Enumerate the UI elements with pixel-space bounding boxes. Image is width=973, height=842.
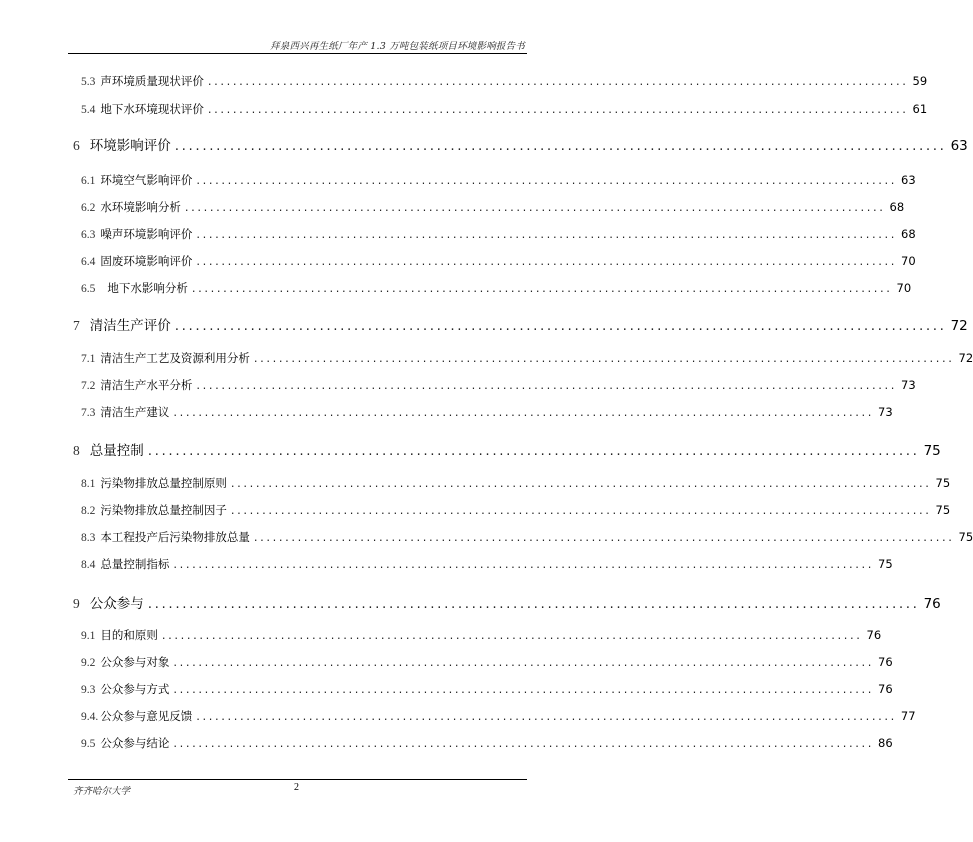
toc-entry-page: 63 bbox=[901, 173, 916, 187]
toc-entry-7-1[interactable] bbox=[81, 350, 973, 366]
toc-entry-page: 75 bbox=[923, 443, 941, 459]
toc-entry-title: 公众参与对象 bbox=[100, 655, 170, 669]
toc-entry-number: 7.2 bbox=[81, 380, 96, 392]
toc-entry-6-4[interactable] bbox=[81, 253, 916, 269]
page-number: 2 bbox=[294, 782, 299, 793]
toc-entry-title: 固废环境影响评价 bbox=[100, 254, 193, 268]
toc-entry-number: 8.3 bbox=[81, 532, 96, 544]
toc-entry-page: 77 bbox=[900, 709, 916, 723]
toc-entry-number: 8.2 bbox=[81, 505, 96, 517]
toc-entry-page: 68 bbox=[889, 200, 905, 214]
dot-leader: ................................................................................................................ bbox=[184, 200, 886, 214]
toc-entry-9[interactable] bbox=[73, 592, 941, 612]
dot-leader: ................................................................................................................ bbox=[147, 596, 920, 612]
toc-entry-page: 61 bbox=[912, 102, 928, 116]
toc-entry-number: 8.1 bbox=[81, 478, 96, 490]
toc-entry-page: 76 bbox=[923, 596, 941, 612]
toc-entry-number: 7.3 bbox=[81, 407, 96, 419]
dot-leader: ................................................................................................................ bbox=[196, 254, 897, 268]
toc-entry-number: 9.3 bbox=[81, 684, 96, 696]
toc-entry-title: 目的和原则 bbox=[100, 628, 158, 642]
toc-entry-title: 水环境影响分析 bbox=[100, 200, 181, 214]
dot-leader: ................................................................................................................ bbox=[230, 503, 932, 517]
dot-leader: ................................................................................................................ bbox=[173, 405, 874, 419]
toc-entry-page: 76 bbox=[866, 628, 882, 642]
toc-entry-title: 公众参与意见反馈 bbox=[100, 709, 193, 723]
dot-leader: ................................................................................................................ bbox=[173, 682, 874, 696]
toc-entry-number: 8 bbox=[73, 443, 80, 458]
dot-leader: ................................................................................................................ bbox=[253, 530, 955, 544]
toc-entry-number: 5.3 bbox=[81, 76, 96, 88]
dot-leader: ................................................................................................................ bbox=[196, 227, 897, 241]
dot-leader: ................................................................................................................ bbox=[230, 476, 932, 490]
dot-leader: ................................................................................................................ bbox=[196, 378, 897, 392]
toc-entry-page: 73 bbox=[901, 378, 916, 392]
toc-entry-number: 6.1 bbox=[81, 175, 96, 187]
toc-entry-title: 清洁生产水平分析 bbox=[100, 378, 193, 392]
toc-entry-8-1[interactable] bbox=[81, 475, 951, 491]
toc-entry-title: 环境空气影响评价 bbox=[100, 173, 193, 187]
dot-leader: ................................................................................................................ bbox=[173, 736, 874, 750]
toc-entry-page: 76 bbox=[878, 655, 893, 669]
toc-entry-title: 污染物排放总量控制原则 bbox=[100, 476, 227, 490]
toc-entry-page: 75 bbox=[935, 503, 951, 517]
toc-entry-title: 公众参与 bbox=[89, 596, 144, 612]
toc-entry-number: 9.4. bbox=[81, 711, 99, 723]
toc-entry-number: 9.1 bbox=[81, 630, 96, 642]
toc-entry-number: 6 bbox=[73, 138, 80, 153]
toc-entry-number: 8.4 bbox=[81, 559, 96, 571]
toc-entry-8-4[interactable] bbox=[81, 556, 893, 572]
toc-entry-page: 72 bbox=[958, 351, 973, 365]
toc-entry-title: 公众参与方式 bbox=[100, 682, 170, 696]
dot-leader: ................................................................................................................ bbox=[196, 173, 897, 187]
toc-entry-page: 75 bbox=[935, 476, 951, 490]
toc-entry-title: 环境影响评价 bbox=[89, 138, 171, 154]
toc-entry-7[interactable] bbox=[73, 314, 968, 334]
toc-entry-6-3[interactable] bbox=[81, 226, 916, 242]
toc-entry-page: 63 bbox=[950, 138, 968, 154]
toc-entry-title: 清洁生产工艺及资源利用分析 bbox=[100, 351, 250, 365]
toc-entry-5-4[interactable] bbox=[81, 101, 928, 117]
toc-entry-8[interactable] bbox=[73, 439, 941, 459]
dot-leader: ................................................................................................................ bbox=[174, 138, 947, 154]
running-header: 拜泉西兴再生纸厂年产 1.3 万吨包装纸项目环境影响报告书 bbox=[270, 41, 525, 52]
toc-entry-page: 70 bbox=[901, 254, 916, 268]
toc-entry-number: 9 bbox=[73, 596, 80, 611]
toc-entry-title: 公众参与结论 bbox=[100, 736, 170, 750]
toc-entry-8-3[interactable] bbox=[81, 529, 973, 545]
toc-entry-number: 7.1 bbox=[81, 353, 96, 365]
toc-entry-number: 6.4 bbox=[81, 256, 96, 268]
toc-entry-5-3[interactable] bbox=[81, 73, 928, 89]
dot-leader: ................................................................................................................ bbox=[147, 443, 920, 459]
dot-leader: ................................................................................................................ bbox=[174, 318, 947, 334]
toc-entry-title: 声环境质量现状评价 bbox=[100, 74, 204, 88]
toc-entry-page: 86 bbox=[878, 736, 893, 750]
toc-entry-title: 总量控制 bbox=[89, 443, 144, 459]
toc-entry-6-5[interactable] bbox=[81, 280, 912, 296]
toc-entry-page: 72 bbox=[950, 318, 968, 334]
toc-entry-title: 清洁生产评价 bbox=[89, 318, 171, 334]
toc-entry-number: 5.4 bbox=[81, 104, 96, 116]
dot-leader: ................................................................................................................ bbox=[196, 709, 897, 723]
dot-leader: ................................................................................................................ bbox=[253, 351, 955, 365]
toc-entry-number: 9.5 bbox=[81, 738, 96, 750]
toc-entry-number: 6.2 bbox=[81, 202, 96, 214]
dot-leader: ................................................................................................................ bbox=[207, 74, 909, 88]
toc-entry-9-4[interactable] bbox=[81, 708, 916, 724]
dot-leader: ................................................................................................................ bbox=[173, 557, 874, 571]
toc-entry-6-2[interactable] bbox=[81, 199, 905, 215]
toc-entry-page: 68 bbox=[901, 227, 916, 241]
toc-entry-9-3[interactable] bbox=[81, 681, 893, 697]
toc-entry-title: 地下水环境现状评价 bbox=[100, 102, 204, 116]
dot-leader: ................................................................................................................ bbox=[173, 655, 874, 669]
footer-rule bbox=[68, 779, 527, 780]
toc-entry-title: 清洁生产建议 bbox=[100, 405, 170, 419]
toc-entry-9-1[interactable] bbox=[81, 627, 882, 643]
toc-entry-title: 地下水影响分析 bbox=[107, 281, 188, 295]
dot-leader: ................................................................................................................ bbox=[207, 102, 909, 116]
toc-entry-9-2[interactable] bbox=[81, 654, 893, 670]
toc-entry-9-5[interactable] bbox=[81, 735, 893, 751]
toc-entry-title: 污染物排放总量控制因子 bbox=[100, 503, 227, 517]
toc-entry-7-3[interactable] bbox=[81, 404, 893, 420]
toc-entry-7-2[interactable] bbox=[81, 377, 916, 393]
toc-entry-title: 本工程投产后污染物排放总量 bbox=[100, 530, 250, 544]
toc-entry-number: 9.2 bbox=[81, 657, 96, 669]
toc-entry-page: 70 bbox=[896, 281, 912, 295]
toc-entry-page: 59 bbox=[912, 74, 928, 88]
dot-leader: ................................................................................................................ bbox=[161, 628, 863, 642]
toc-entry-number: 6.5 bbox=[81, 283, 96, 295]
toc-entry-title: 总量控制指标 bbox=[100, 557, 170, 571]
toc-entry-title: 噪声环境影响评价 bbox=[100, 227, 193, 241]
toc-entry-page: 73 bbox=[878, 405, 893, 419]
toc-entry-page: 75 bbox=[958, 530, 973, 544]
toc-entry-8-2[interactable] bbox=[81, 502, 951, 518]
dot-leader: ................................................................................................................ bbox=[191, 281, 893, 295]
toc-entry-6-1[interactable] bbox=[81, 172, 916, 188]
running-footer: 齐齐哈尔大学 bbox=[73, 786, 131, 797]
toc-entry-6[interactable] bbox=[73, 134, 968, 154]
toc-entry-number: 7 bbox=[73, 318, 80, 333]
toc-entry-page: 76 bbox=[878, 682, 893, 696]
toc-entry-page: 75 bbox=[878, 557, 893, 571]
toc-entry-number: 6.3 bbox=[81, 229, 96, 241]
